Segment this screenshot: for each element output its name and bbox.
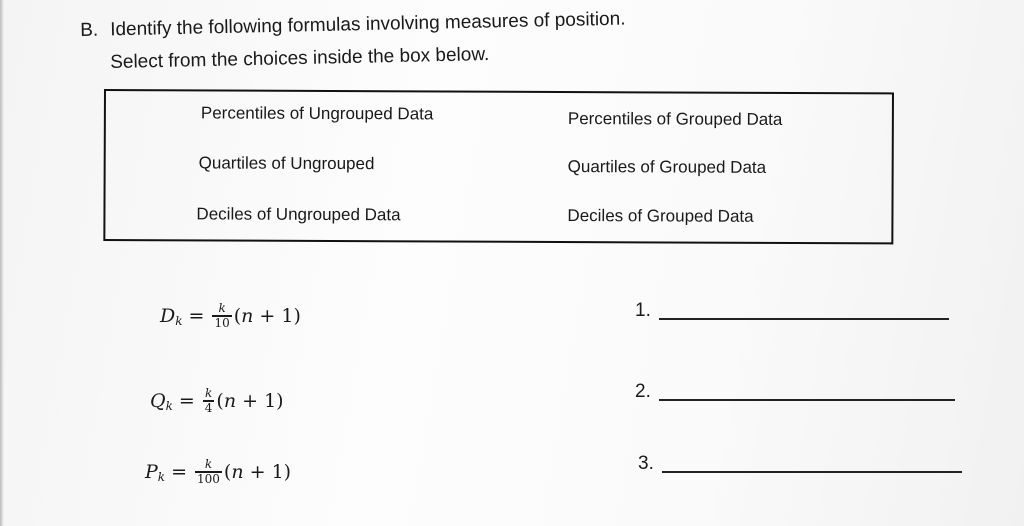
choice-deciles-grouped: Deciles of Grouped Data xyxy=(567,206,754,226)
instruction-line-2: Select from the choices inside the box below. xyxy=(110,44,490,73)
plus-one: + 1) xyxy=(243,460,292,483)
instruction-line-1 xyxy=(80,9,626,42)
fraction-numerator: k xyxy=(204,386,213,400)
answer-blank-line[interactable] xyxy=(659,399,955,401)
section-letter: B. xyxy=(80,19,99,41)
instruction-text-1: Identify the following formulas involving measures of position. xyxy=(109,8,626,41)
formula-subscript: k xyxy=(157,469,166,484)
formula-tail xyxy=(224,461,291,483)
choice-quartiles-ungrouped: Quartiles of Ungrouped xyxy=(198,153,375,174)
answer-number: 2. xyxy=(635,381,651,402)
fraction-denominator: 100 xyxy=(197,471,220,486)
equals-sign: = xyxy=(171,460,187,483)
formula-symbol: P xyxy=(145,460,158,483)
formula-tail xyxy=(216,390,283,412)
choices-box xyxy=(103,89,894,244)
formula-deciles xyxy=(160,302,301,330)
fraction-numerator: k xyxy=(218,301,226,315)
fraction-denominator: 10 xyxy=(214,315,230,330)
answer-number: 3. xyxy=(638,453,654,474)
fraction xyxy=(195,458,222,486)
choice-percentiles-ungrouped: Percentiles of Ungrouped Data xyxy=(200,103,434,124)
answer-1 xyxy=(635,300,949,322)
answer-number: 1. xyxy=(635,300,651,321)
answer-blank-line[interactable] xyxy=(659,318,949,320)
choice-deciles-ungrouped: Deciles of Ungrouped Data xyxy=(196,204,401,225)
paren-open: ( xyxy=(233,304,242,327)
formula-percentiles xyxy=(145,458,291,486)
choice-percentiles-grouped: Percentiles of Grouped Data xyxy=(567,109,783,129)
equals-sign: = xyxy=(178,389,195,412)
formula-symbol: Q xyxy=(150,389,166,412)
answer-3 xyxy=(638,453,962,475)
page-edge-shadow xyxy=(0,0,4,526)
variable-n: n xyxy=(241,304,254,327)
formula-quartiles xyxy=(150,387,284,415)
answer-blank-line[interactable] xyxy=(662,471,962,473)
fraction-numerator: k xyxy=(204,457,213,471)
formula-subscript: k xyxy=(175,313,183,328)
variable-n: n xyxy=(231,460,244,483)
formula-symbol: D xyxy=(160,304,176,327)
fraction-denominator: 4 xyxy=(204,400,213,415)
formula-subscript: k xyxy=(165,398,173,413)
paren-open: ( xyxy=(216,389,224,412)
formula-tail xyxy=(234,305,301,327)
variable-n: n xyxy=(223,389,237,412)
plus-one: + 1) xyxy=(236,389,284,412)
fraction xyxy=(212,302,231,330)
choice-quartiles-grouped: Quartiles of Grouped Data xyxy=(567,157,767,177)
fraction xyxy=(203,387,215,415)
equals-sign: = xyxy=(188,304,205,327)
answer-2 xyxy=(635,381,955,403)
paren-open: ( xyxy=(223,460,232,483)
plus-one: + 1) xyxy=(253,304,301,327)
